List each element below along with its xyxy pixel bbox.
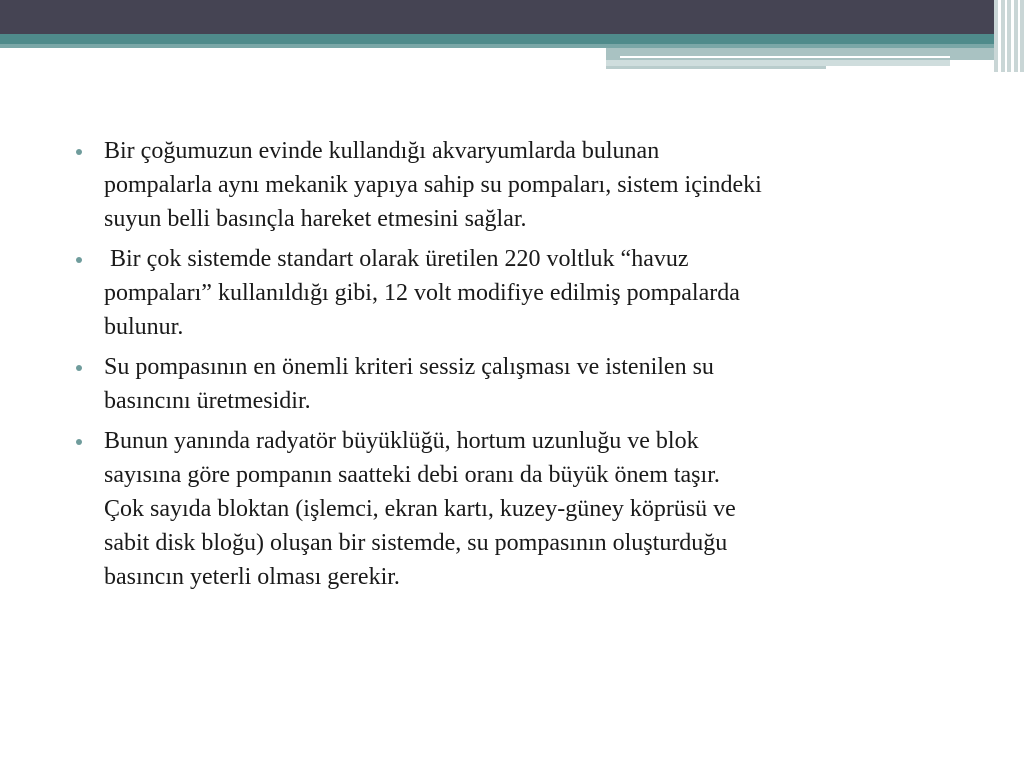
bullet-item bbox=[70, 424, 970, 594]
bullet-item bbox=[70, 242, 970, 344]
bullet-text: Su pompasının en önemli kriteri sessiz çalışması ve istenilen su basıncını üretmesidir. bbox=[104, 354, 714, 414]
header-accent-bar-3 bbox=[606, 66, 826, 69]
bullet-text: Bir çoğumuzun evinde kullandığı akvaryumlarda bulunan pompalarla aynı mekanik yapıya sahip su pompaları, sistem içindeki suyun belli basınçla hareket etmesini sağlar. bbox=[104, 138, 762, 232]
slide-content bbox=[70, 134, 970, 600]
bullet-text: Bunun yanında radyatör büyüklüğü, hortum uzunluğu ve blok sayısına göre pompanın saatteki debi oranı da büyük önem taşır. Çok sayıda bloktan (işlemci, ekran kartı, kuzey-güney köprüsü ve sabit disk bloğu) oluşan bir sistemde, su pompasının oluşturduğu basıncın yeterli olması gerekir. bbox=[104, 428, 736, 590]
bullet-dot-icon bbox=[76, 257, 82, 263]
bullet-list bbox=[70, 134, 970, 594]
bullet-dot-icon bbox=[76, 149, 82, 155]
bullet-text: Bir çok sistemde standart olarak üretilen 220 voltluk “havuz pompaları” kullanıldığı gibi, 12 volt modifiye edilmiş pompalarda bulunur. bbox=[104, 246, 740, 340]
bullet-dot-icon bbox=[76, 365, 82, 371]
header-accent-line bbox=[620, 56, 950, 58]
header-teal-band bbox=[0, 34, 1024, 44]
bullet-item bbox=[70, 134, 970, 236]
bullet-dot-icon bbox=[76, 439, 82, 445]
bullet-item bbox=[70, 350, 970, 418]
corner-stripes bbox=[994, 0, 1024, 72]
header-dark-band bbox=[0, 0, 1024, 34]
header-accent-bar bbox=[606, 48, 1024, 60]
